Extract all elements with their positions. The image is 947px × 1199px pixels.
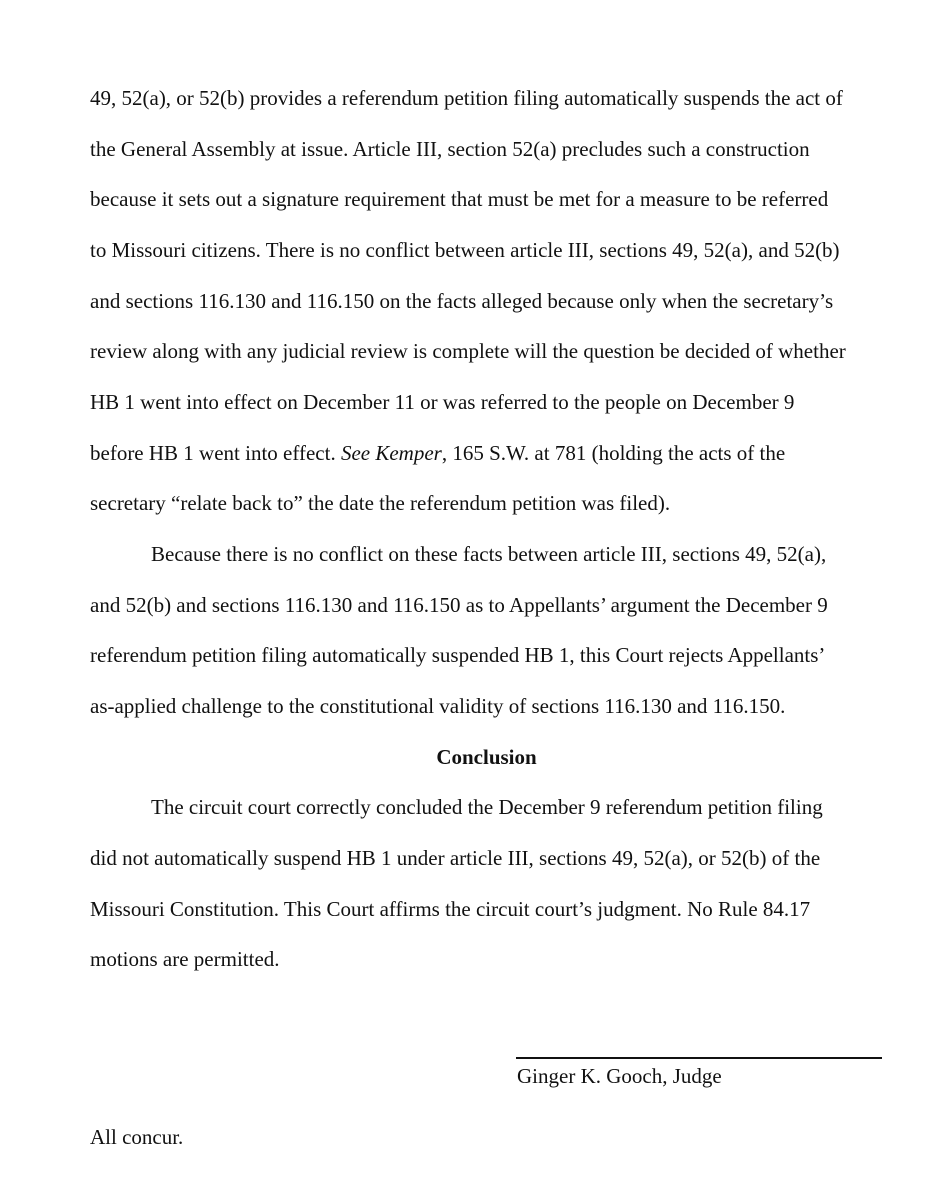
conclusion-line-3: Missouri Constitution. This Court affirms the circuit court’s judgment. No Rule 84.17 — [90, 897, 811, 921]
concurrence-note: All concur. — [90, 1125, 184, 1149]
paragraph-2-line-3: referendum petition filing automatically suspended HB 1, this Court rejects Appellants’ — [90, 643, 826, 667]
paragraph-1-line-2: the General Assembly at issue. Article III, section 52(a) precludes such a construction — [90, 137, 810, 161]
section-heading-conclusion: Conclusion — [436, 745, 537, 769]
paragraph-2-line-4: as-applied challenge to the constitutional validity of sections 116.130 and 116.150. — [90, 694, 786, 718]
paragraph-1-line-4: to Missouri citizens. There is no conflict between article III, sections 49, 52(a), and 52(b) — [90, 238, 840, 262]
case-citation: See Kemper — [340, 441, 442, 465]
conclusion-line-2: did not automatically suspend HB 1 under article III, sections 49, 52(a), or 52(b) of the — [90, 846, 821, 870]
line-8-text-after: , 165 S.W. at 781 (holding the acts of the — [441, 441, 786, 465]
paragraph-1-line-9: secretary “relate back to” the date the referendum petition was filed). — [90, 491, 671, 515]
judge-signature-name: Ginger K. Gooch, Judge — [517, 1064, 722, 1088]
paragraph-2-line-1: Because there is no conflict on these facts between article III, sections 49, 52(a), — [151, 542, 827, 566]
paragraph-1-line-3: because it sets out a signature requirement that must be met for a measure to be referred — [90, 187, 829, 211]
signature-line — [516, 1057, 882, 1059]
paragraph-1-line-7: HB 1 went into effect on December 11 or was referred to the people on December 9 — [90, 390, 795, 414]
conclusion-line-1: The circuit court correctly concluded the December 9 referendum petition filing — [151, 795, 823, 819]
paragraph-1-line-6: review along with any judicial review is complete will the question be decided of whether — [90, 339, 846, 363]
paragraph-1-line-8 — [90, 439, 785, 467]
conclusion-line-4: motions are permitted. — [90, 947, 280, 971]
paragraph-1-line-1: 49, 52(a), or 52(b) provides a referendum petition filing automatically suspends the act of — [90, 86, 843, 110]
paragraph-1-line-5: and sections 116.130 and 116.150 on the facts alleged because only when the secretary’s — [90, 289, 834, 313]
paragraph-2-line-2: and 52(b) and sections 116.130 and 116.150 as to Appellants’ argument the December 9 — [90, 593, 828, 617]
line-8-text-before: before HB 1 went into effect. — [90, 441, 341, 465]
